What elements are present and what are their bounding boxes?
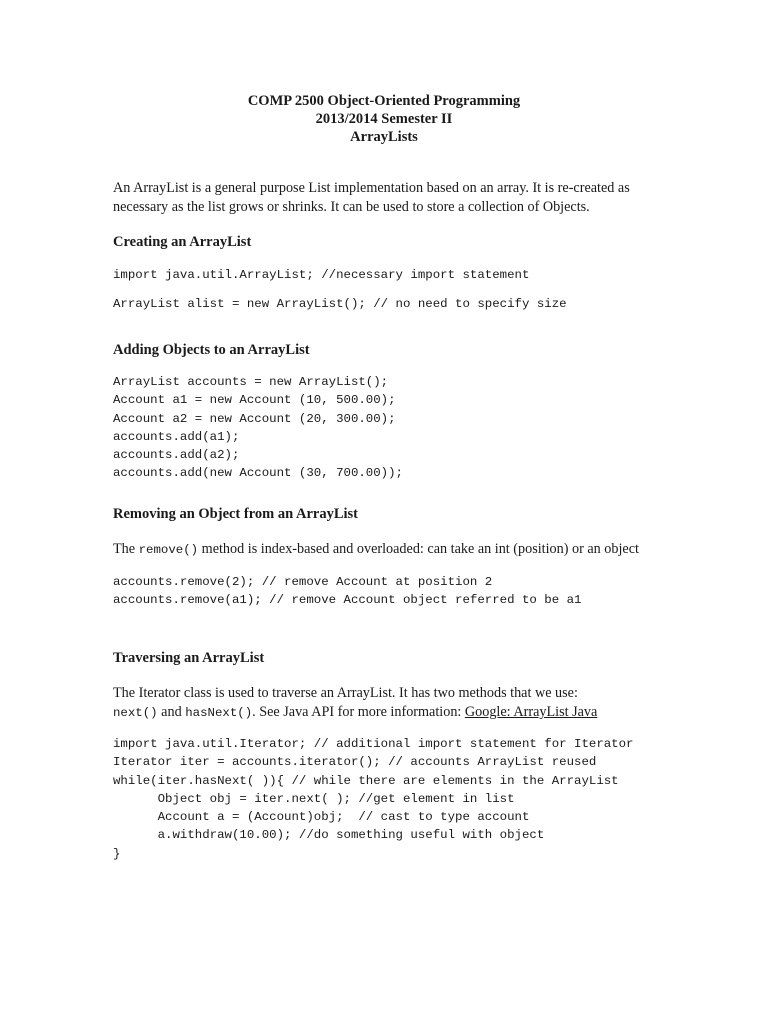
code-line: import java.util.Iterator; // additional import statement for Iterator: [113, 737, 634, 751]
code-block-traversing: [113, 735, 634, 863]
removing-text-pre: The: [113, 541, 139, 557]
document-title: [0, 92, 768, 146]
code-line: }: [113, 846, 121, 861]
code-line: ArrayList accounts = new ArrayList();: [113, 375, 389, 389]
removing-description: [113, 540, 673, 560]
semester-title: 2013/2014 Semester II: [315, 111, 453, 127]
google-arraylist-link[interactable]: Google: ArrayList Java: [464, 704, 598, 720]
heading-creating: Creating an ArrayList: [113, 234, 252, 250]
hasnext-method-name: hasNext(): [185, 706, 253, 720]
code-line: Iterator iter = accounts.iterator(); // accounts ArrayList reused: [113, 755, 597, 770]
code-line: accounts.add(a1);: [113, 429, 240, 444]
traversing-line: The Iterator class is used to traverse an ArrayList. It has two methods that we use:: [113, 685, 578, 701]
course-title: COMP 2500 Object-Oriented Programming: [247, 93, 521, 109]
code-create-arraylist: ArrayList alist = new ArrayList(); // no need to specify size: [113, 297, 567, 311]
traversing-line: [113, 703, 673, 723]
and-text: and: [157, 704, 186, 720]
code-block-adding: [113, 373, 403, 483]
traversing-description: [113, 684, 673, 723]
intro-line: necessary as the list grows or shrinks. It can be used to store a collection of Objects.: [113, 199, 590, 215]
code-line: accounts.remove(2); // remove Account at position 2: [113, 575, 493, 589]
code-line: accounts.add(new Account (30, 700.00));: [113, 466, 403, 481]
api-reference-text: . See Java API for more information:: [252, 704, 465, 720]
intro-paragraph: [113, 179, 653, 217]
code-line: while(iter.hasNext( )){ // while there are elements in the ArrayList: [113, 773, 619, 788]
topic-title: ArrayLists: [350, 129, 418, 145]
code-line: Account a = (Account)obj; // cast to type account: [113, 810, 530, 825]
heading-adding: Adding Objects to an ArrayList: [113, 342, 310, 358]
code-line: Object obj = iter.next( ); //get element in list: [113, 791, 515, 806]
code-line: Account a1 = new Account (10, 500.00);: [113, 393, 396, 408]
heading-traversing: Traversing an ArrayList: [113, 650, 265, 666]
remove-method-name: remove(): [138, 543, 199, 557]
code-line: accounts.remove(a1); // remove Account object referred to be a1: [113, 593, 582, 608]
removing-text-post: method is index-based and overloaded: can take an int (position) or an object: [198, 541, 639, 557]
code-block-removing: [113, 573, 581, 610]
code-line: Account a2 = new Account (20, 300.00);: [113, 411, 396, 426]
code-import-arraylist: import java.util.ArrayList; //necessary import statement: [113, 268, 530, 282]
heading-removing: Removing an Object from an ArrayList: [113, 506, 358, 522]
intro-line: An ArrayList is a general purpose List implementation based on an array. It is re-created as: [113, 180, 630, 196]
code-line: accounts.add(a2);: [113, 448, 240, 463]
code-line: a.withdraw(10.00); //do something useful with object: [113, 828, 545, 843]
next-method-name: next(): [113, 706, 158, 720]
